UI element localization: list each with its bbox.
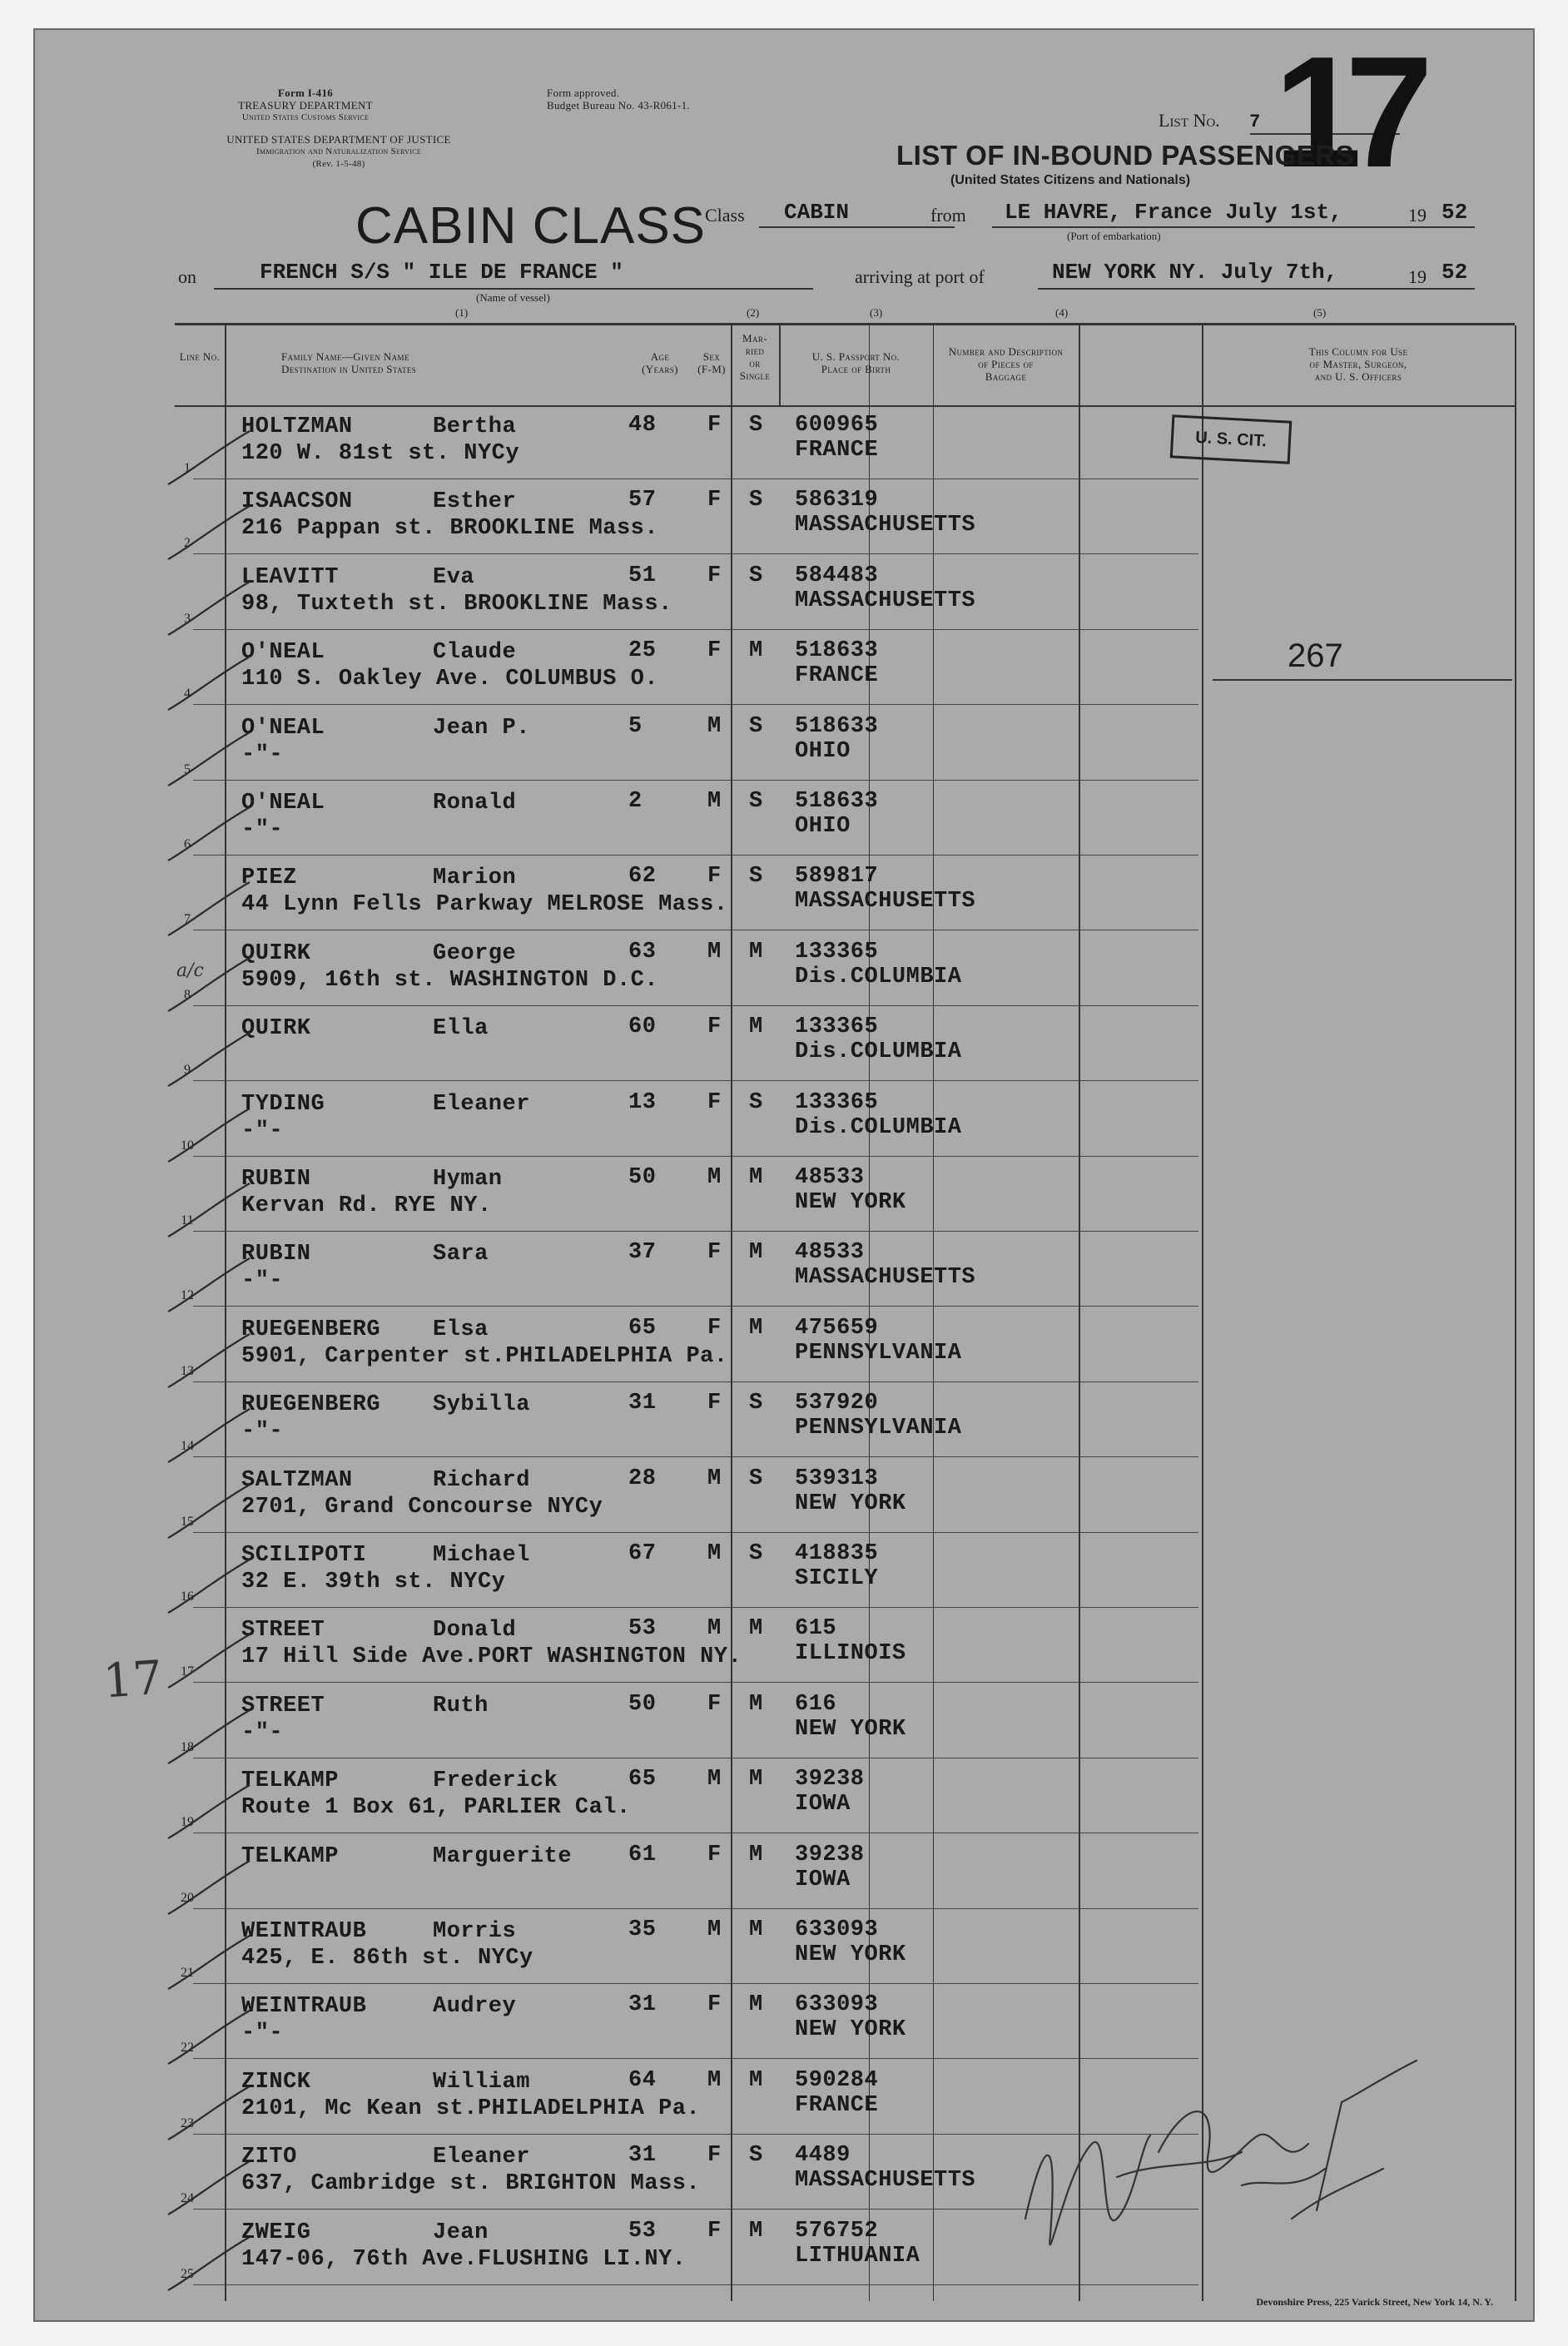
officer-signature bbox=[992, 2044, 1425, 2294]
line-number: 8 bbox=[184, 987, 191, 1002]
col-age: Age (Years) bbox=[642, 350, 678, 375]
destination: 17 Hill Side Ave.PORT WASHINGTON NY. bbox=[241, 1644, 742, 1670]
destination: 32 E. 39th st. NYCy bbox=[241, 1570, 506, 1595]
given-name: Ronald bbox=[433, 791, 517, 816]
given-name: Eleaner bbox=[433, 2145, 530, 2170]
agency-block bbox=[176, 87, 434, 124]
sex-value: M bbox=[707, 1917, 722, 1942]
sex-value: F bbox=[707, 1691, 722, 1717]
marital-status: M bbox=[749, 1842, 763, 1867]
family-name: ZWEIG bbox=[241, 2220, 311, 2245]
family-name: ISAACSON bbox=[241, 489, 353, 515]
age-value: 31 bbox=[628, 2143, 657, 2169]
family-name: RUEGENBERG bbox=[241, 1317, 381, 1342]
place-of-birth: Dis.COLUMBIA bbox=[795, 1039, 962, 1065]
passport-number: 518633 bbox=[795, 638, 879, 664]
place-of-birth: PENNSYLVANIA bbox=[795, 1416, 962, 1441]
place-of-birth: OHIO bbox=[795, 814, 851, 839]
age-value: 53 bbox=[628, 1616, 657, 1642]
family-name: O'NEAL bbox=[241, 715, 325, 741]
cabin-class-stamp: CABIN CLASS bbox=[355, 197, 707, 255]
passport-number: 133365 bbox=[795, 1014, 879, 1040]
place-of-birth: FRANCE bbox=[795, 2092, 879, 2118]
given-name: Sybilla bbox=[433, 1392, 530, 1418]
line-number: 24 bbox=[181, 2191, 194, 2206]
column-number-1: (1) bbox=[455, 306, 469, 319]
passport-number: 584483 bbox=[795, 563, 879, 588]
table-row bbox=[175, 1307, 1515, 1382]
justice-dept: UNITED STATES DEPARTMENT OF JUSTICE bbox=[226, 133, 451, 146]
line-number: 22 bbox=[181, 2041, 194, 2056]
age-value: 5 bbox=[628, 713, 643, 739]
line-number: 21 bbox=[181, 1966, 194, 1980]
vessel-value: FRENCH S/S " ILE DE FRANCE " bbox=[260, 260, 623, 285]
marital-status: M bbox=[749, 1014, 763, 1040]
passport-number: 539313 bbox=[795, 1466, 879, 1491]
marital-status: S bbox=[749, 563, 763, 588]
passport-number: 600965 bbox=[795, 413, 879, 438]
destination: 2701, Grand Concourse NYCy bbox=[241, 1494, 603, 1520]
officer-code: 267 bbox=[1288, 637, 1343, 674]
age-value: 50 bbox=[628, 1691, 657, 1717]
place-of-birth: Dis.COLUMBIA bbox=[795, 964, 962, 989]
age-value: 67 bbox=[628, 1541, 657, 1566]
passport-number: 586319 bbox=[795, 488, 879, 513]
family-name: RUBIN bbox=[241, 1167, 311, 1192]
place-of-birth: MASSACHUSETTS bbox=[795, 1265, 976, 1291]
line-number: 19 bbox=[181, 1815, 194, 1830]
sex-value: F bbox=[707, 563, 722, 588]
given-name: Jean P. bbox=[433, 715, 530, 741]
line-number: 2 bbox=[184, 536, 191, 551]
passport-number: 518633 bbox=[795, 789, 879, 814]
list-number-label: List No. bbox=[1159, 110, 1220, 131]
passport-number: 633093 bbox=[795, 1917, 879, 1942]
embarkation-caption: (Port of embarkation) bbox=[1067, 230, 1161, 242]
family-name: STREET bbox=[241, 1618, 325, 1644]
passport-number: 418835 bbox=[795, 1541, 879, 1566]
marital-status: M bbox=[749, 1992, 763, 2018]
vessel-caption: (Name of vessel) bbox=[476, 291, 550, 304]
line-number: 3 bbox=[184, 611, 191, 626]
marital-status: M bbox=[749, 1616, 763, 1642]
destination: -"- bbox=[241, 817, 284, 842]
family-name: WEINTRAUB bbox=[241, 1994, 367, 2020]
marital-status: S bbox=[749, 1466, 763, 1491]
table-row bbox=[175, 1157, 1515, 1232]
sex-value: F bbox=[707, 1089, 722, 1115]
marital-status: S bbox=[749, 1541, 763, 1566]
passport-number: 4489 bbox=[795, 2143, 851, 2169]
place-of-birth: OHIO bbox=[795, 738, 851, 764]
given-name: Audrey bbox=[433, 1994, 517, 2020]
given-name: William bbox=[433, 2069, 530, 2095]
line-number: 18 bbox=[181, 1739, 194, 1754]
place-of-birth: MASSACHUSETTS bbox=[795, 889, 976, 915]
line-number: 11 bbox=[181, 1213, 194, 1228]
from-label: from bbox=[930, 205, 966, 226]
age-value: 60 bbox=[628, 1014, 657, 1040]
place-of-birth: LITHUANIA bbox=[795, 2243, 920, 2269]
embarkation-value: LE HAVRE, France July 1st, bbox=[1005, 200, 1342, 225]
given-name: Michael bbox=[433, 1543, 530, 1568]
year-prefix-1: 19 bbox=[1408, 205, 1427, 226]
passport-number: 48533 bbox=[795, 1240, 865, 1266]
age-value: 65 bbox=[628, 1315, 657, 1341]
sex-value: M bbox=[707, 713, 722, 739]
passport-number: 133365 bbox=[795, 939, 879, 965]
family-name: TYDING bbox=[241, 1091, 325, 1117]
destination: -"- bbox=[241, 1268, 284, 1294]
destination: 5901, Carpenter st.PHILADELPHIA Pa. bbox=[241, 1343, 728, 1369]
family-name: HOLTZMAN bbox=[241, 414, 353, 439]
passport-number: 615 bbox=[795, 1616, 837, 1642]
place-of-birth: PENNSYLVANIA bbox=[795, 1340, 962, 1366]
line-number: 16 bbox=[181, 1590, 194, 1604]
sex-value: M bbox=[707, 789, 722, 814]
marital-status: M bbox=[749, 1767, 763, 1793]
place-of-birth: NEW YORK bbox=[795, 1942, 906, 1967]
age-value: 31 bbox=[628, 1391, 657, 1416]
family-name: ZINCK bbox=[241, 2069, 311, 2095]
given-name: George bbox=[433, 940, 517, 966]
destination: 110 S. Oakley Ave. COLUMBUS O. bbox=[241, 667, 659, 692]
place-of-birth: IOWA bbox=[795, 1867, 851, 1892]
given-name: Jean bbox=[433, 2220, 489, 2245]
age-value: 64 bbox=[628, 2067, 657, 2093]
table-row bbox=[175, 1006, 1515, 1081]
form-number: Form I-416 bbox=[277, 87, 334, 99]
form-revision: (Rev. 1-5-48) bbox=[312, 159, 365, 169]
column-number-5: (5) bbox=[1313, 306, 1327, 319]
sex-value: M bbox=[707, 1541, 722, 1566]
age-value: 35 bbox=[628, 1917, 657, 1942]
age-value: 63 bbox=[628, 939, 657, 965]
given-name: Sara bbox=[433, 1242, 489, 1267]
marital-status: S bbox=[749, 713, 763, 739]
marital-status: M bbox=[749, 939, 763, 965]
row8-annotation: a/c bbox=[176, 960, 204, 981]
sex-value: F bbox=[707, 1992, 722, 2018]
column-number-2: (2) bbox=[747, 306, 760, 319]
customs-service: United States Customs Service bbox=[241, 112, 370, 122]
year-value-1: 52 bbox=[1441, 200, 1468, 225]
sex-value: F bbox=[707, 1315, 722, 1341]
passport-number: 475659 bbox=[795, 1315, 879, 1341]
place-of-birth: MASSACHUSETTS bbox=[795, 513, 976, 538]
place-of-birth: MASSACHUSETTS bbox=[795, 2168, 976, 2194]
given-name: Eva bbox=[433, 564, 475, 590]
given-name: Morris bbox=[433, 1919, 517, 1944]
destination: 98, Tuxteth st. BROOKLINE Mass. bbox=[241, 591, 672, 617]
table-row bbox=[175, 706, 1515, 781]
us-citizen-stamp: U. S. CIT. bbox=[1170, 414, 1293, 464]
destination: 147-06, 76th Ave.FLUSHING LI.NY. bbox=[241, 2246, 687, 2272]
line-number: 6 bbox=[184, 837, 191, 851]
sex-value: M bbox=[707, 939, 722, 965]
given-name: Hyman bbox=[433, 1167, 503, 1192]
sex-value: F bbox=[707, 864, 722, 890]
marital-status: S bbox=[749, 488, 763, 513]
line-number: 14 bbox=[181, 1439, 194, 1454]
marital-status: M bbox=[749, 1165, 763, 1190]
destination: -"- bbox=[241, 2021, 284, 2046]
table-row bbox=[175, 931, 1515, 1006]
table-row bbox=[175, 1082, 1515, 1157]
given-name: Donald bbox=[433, 1618, 517, 1644]
arrival-value: NEW YORK NY. July 7th, bbox=[1052, 260, 1338, 285]
family-name: TELKAMP bbox=[241, 1768, 339, 1794]
age-value: 51 bbox=[628, 563, 657, 588]
approval-block bbox=[547, 87, 690, 112]
line-number: 13 bbox=[181, 1363, 194, 1378]
table-row bbox=[175, 1758, 1515, 1833]
marital-status: M bbox=[749, 638, 763, 664]
line-number: 7 bbox=[184, 912, 191, 927]
passport-number: 589817 bbox=[795, 864, 879, 890]
marital-status: S bbox=[749, 1089, 763, 1115]
place-of-birth: ILLINOIS bbox=[795, 1641, 906, 1667]
place-of-birth: NEW YORK bbox=[795, 1716, 906, 1742]
col-passport: U. S. Passport No. Place of Birth bbox=[811, 350, 901, 375]
age-value: 65 bbox=[628, 1767, 657, 1793]
col-married: Mar- ried or Single bbox=[739, 332, 771, 382]
sex-value: M bbox=[707, 1165, 722, 1190]
marital-status: S bbox=[749, 413, 763, 438]
marital-status: M bbox=[749, 2067, 763, 2093]
sex-value: F bbox=[707, 413, 722, 438]
line-number: 12 bbox=[181, 1288, 194, 1303]
age-value: 61 bbox=[628, 1842, 657, 1867]
destination: 120 W. 81st st. NYCy bbox=[241, 441, 520, 466]
family-name: O'NEAL bbox=[241, 791, 325, 816]
age-value: 25 bbox=[628, 638, 657, 664]
list-number bbox=[1159, 110, 1260, 132]
col-name: Family Name—Given Name Destination in United States bbox=[281, 350, 417, 375]
sex-value: F bbox=[707, 1014, 722, 1040]
destination: 2101, Mc Kean st.PHILADELPHIA Pa. bbox=[241, 2096, 701, 2121]
sex-value: M bbox=[707, 1616, 722, 1642]
sex-value: F bbox=[707, 2143, 722, 2169]
destination: 44 Lynn Fells Parkway MELROSE Mass. bbox=[241, 892, 728, 918]
destination: -"- bbox=[241, 1118, 284, 1143]
margin-note: 17 bbox=[101, 1650, 165, 1709]
age-value: 28 bbox=[628, 1466, 657, 1491]
table-row bbox=[175, 856, 1515, 930]
table-row bbox=[175, 1684, 1515, 1758]
age-value: 48 bbox=[628, 413, 657, 438]
manifest-sheet bbox=[33, 24, 1535, 2322]
given-name: Richard bbox=[433, 1467, 530, 1493]
destination: 425, E. 86th st. NYCy bbox=[241, 1946, 533, 1971]
given-name: Ruth bbox=[433, 1693, 489, 1719]
given-name: Esther bbox=[433, 489, 517, 515]
sheet-number-stamp: 17 bbox=[1273, 24, 1417, 201]
marital-status: S bbox=[749, 864, 763, 890]
sex-value: M bbox=[707, 1767, 722, 1793]
form-title: LIST OF IN-BOUND PASSENGERS bbox=[896, 140, 1355, 171]
justice-block bbox=[176, 133, 501, 171]
on-label: on bbox=[178, 266, 196, 287]
list-number-value: 7 bbox=[1249, 112, 1261, 132]
family-name: STREET bbox=[241, 1693, 325, 1719]
sex-value: F bbox=[707, 488, 722, 513]
column-number-4: (4) bbox=[1055, 306, 1069, 319]
column-number-3: (3) bbox=[870, 306, 883, 319]
sex-value: F bbox=[707, 2218, 722, 2244]
family-name: WEINTRAUB bbox=[241, 1919, 367, 1944]
line-number: 15 bbox=[181, 1514, 194, 1529]
family-name: QUIRK bbox=[241, 1016, 311, 1042]
given-name: Elsa bbox=[433, 1317, 489, 1342]
passport-number: 133365 bbox=[795, 1089, 879, 1115]
table-row bbox=[175, 1458, 1515, 1533]
marital-status: S bbox=[749, 789, 763, 814]
destination: Kervan Rd. RYE NY. bbox=[241, 1193, 492, 1218]
table-row bbox=[175, 1909, 1515, 1984]
place-of-birth: NEW YORK bbox=[795, 1490, 906, 1516]
place-of-birth: FRANCE bbox=[795, 438, 879, 463]
marital-status: M bbox=[749, 1917, 763, 1942]
passport-number: 576752 bbox=[795, 2218, 879, 2244]
passport-number: 590284 bbox=[795, 2067, 879, 2093]
destination: -"- bbox=[241, 741, 284, 767]
budget-bureau: Budget Bureau No. 43-R061-1. bbox=[547, 99, 690, 112]
place-of-birth: NEW YORK bbox=[795, 2017, 906, 2043]
sex-value: F bbox=[707, 1842, 722, 1867]
line-number: 1 bbox=[184, 461, 191, 475]
age-value: 62 bbox=[628, 864, 657, 890]
age-value: 31 bbox=[628, 1992, 657, 2018]
place-of-birth: NEW YORK bbox=[795, 1190, 906, 1215]
passport-number: 616 bbox=[795, 1691, 837, 1717]
line-number: 9 bbox=[184, 1063, 191, 1078]
col-sex: Sex (F-M) bbox=[697, 350, 726, 375]
class-label: Class bbox=[705, 205, 745, 226]
place-of-birth: IOWA bbox=[795, 1792, 851, 1818]
line-number: 10 bbox=[181, 1138, 194, 1153]
line-number: 20 bbox=[181, 1890, 194, 1905]
year-prefix-2: 19 bbox=[1408, 266, 1427, 287]
family-name: RUEGENBERG bbox=[241, 1392, 381, 1418]
check-mark bbox=[166, 2235, 266, 2302]
marital-status: S bbox=[749, 1391, 763, 1416]
col-baggage: Number and Description of Pieces of Baggage bbox=[948, 345, 1064, 383]
place-of-birth: MASSACHUSETTS bbox=[795, 588, 976, 613]
given-name: Marion bbox=[433, 865, 517, 891]
given-name: Ella bbox=[433, 1016, 489, 1042]
destination: -"- bbox=[241, 1419, 284, 1445]
place-of-birth: SICILY bbox=[795, 1566, 879, 1591]
form-subtitle: (United States Citizens and Nationals) bbox=[950, 173, 1191, 187]
destination: 637, Cambridge st. BRIGHTON Mass. bbox=[241, 2171, 701, 2197]
family-name: ZITO bbox=[241, 2145, 297, 2170]
table-row bbox=[175, 1382, 1515, 1457]
place-of-birth: Dis.COLUMBIA bbox=[795, 1114, 962, 1140]
sex-value: F bbox=[707, 1240, 722, 1266]
given-name: Bertha bbox=[433, 414, 517, 439]
marital-status: M bbox=[749, 1240, 763, 1266]
age-value: 13 bbox=[628, 1089, 657, 1115]
line-number: 23 bbox=[181, 2115, 194, 2130]
line-number: 17 bbox=[181, 1664, 194, 1679]
sex-value: F bbox=[707, 1391, 722, 1416]
table-row bbox=[175, 479, 1515, 554]
age-value: 50 bbox=[628, 1165, 657, 1190]
age-value: 57 bbox=[628, 488, 657, 513]
class-value: CABIN bbox=[784, 200, 850, 225]
table-row bbox=[175, 1834, 1515, 1909]
table-row bbox=[175, 404, 1515, 479]
given-name: Eleaner bbox=[433, 1091, 530, 1117]
table-row bbox=[175, 1232, 1515, 1307]
year-value-2: 52 bbox=[1441, 260, 1468, 285]
family-name: SCILIPOTI bbox=[241, 1543, 367, 1568]
marital-status: M bbox=[749, 1691, 763, 1717]
marital-status: M bbox=[749, 1315, 763, 1341]
given-name: Frederick bbox=[433, 1768, 558, 1794]
passport-number: 537920 bbox=[795, 1391, 879, 1416]
sex-value: M bbox=[707, 2067, 722, 2093]
family-name: PIEZ bbox=[241, 865, 297, 891]
destination: -"- bbox=[241, 1719, 284, 1745]
marital-status: M bbox=[749, 2218, 763, 2244]
passport-number: 39238 bbox=[795, 1842, 865, 1867]
destination: Route 1 Box 61, PARLIER Cal. bbox=[241, 1795, 631, 1821]
family-name: RUBIN bbox=[241, 1242, 311, 1267]
line-number: 4 bbox=[184, 687, 191, 702]
given-name: Marguerite bbox=[433, 1843, 573, 1869]
form-approved: Form approved. bbox=[547, 87, 620, 99]
line-number: 25 bbox=[181, 2266, 194, 2281]
age-value: 37 bbox=[628, 1240, 657, 1266]
place-of-birth: FRANCE bbox=[795, 663, 879, 689]
marital-status: S bbox=[749, 2143, 763, 2169]
passport-number: 518633 bbox=[795, 713, 879, 739]
family-name: TELKAMP bbox=[241, 1843, 339, 1869]
ins-service: Immigration and Naturalization Service bbox=[256, 146, 422, 156]
destination: 5909, 16th st. WASHINGTON D.C. bbox=[241, 967, 659, 993]
arriving-label: arriving at port of bbox=[855, 266, 985, 287]
line-number: 5 bbox=[184, 761, 191, 776]
family-name: O'NEAL bbox=[241, 640, 325, 666]
age-value: 2 bbox=[628, 789, 643, 814]
col-line-no: Line No. bbox=[179, 350, 221, 363]
passport-number: 39238 bbox=[795, 1767, 865, 1793]
family-name: SALTZMAN bbox=[241, 1467, 353, 1493]
sex-value: M bbox=[707, 1466, 722, 1491]
table-row bbox=[175, 555, 1515, 630]
col-officers: This Column for Use of Master, Surgeon, and U. S. Officers bbox=[1308, 345, 1408, 383]
family-name: QUIRK bbox=[241, 940, 311, 966]
table-row bbox=[175, 1533, 1515, 1608]
passport-number: 633093 bbox=[795, 1992, 879, 2018]
passport-number: 48533 bbox=[795, 1165, 865, 1190]
age-value: 53 bbox=[628, 2218, 657, 2244]
family-name: LEAVITT bbox=[241, 564, 339, 590]
given-name: Claude bbox=[433, 640, 517, 666]
treasury-dept: TREASURY DEPARTMENT bbox=[238, 99, 373, 112]
table-row bbox=[175, 1608, 1515, 1683]
table-row bbox=[175, 781, 1515, 856]
destination: 216 Pappan st. BROOKLINE Mass. bbox=[241, 516, 659, 542]
printer-imprint: Devonshire Press, 225 Varick Street, New York 14, N. Y. bbox=[1256, 2296, 1493, 2308]
sex-value: F bbox=[707, 638, 722, 664]
